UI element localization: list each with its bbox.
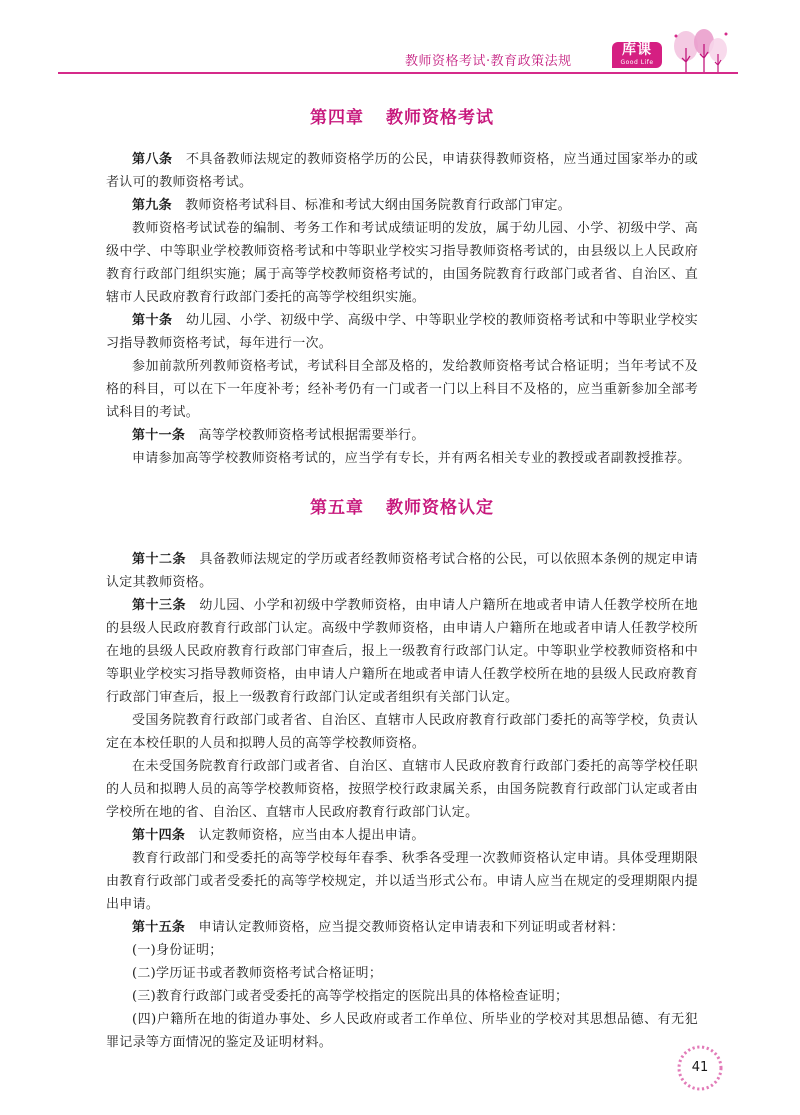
- paragraph: [106, 709, 698, 755]
- paragraph: [106, 985, 698, 1008]
- paragraph: [106, 355, 698, 424]
- article-label: 第十二条: [132, 552, 186, 567]
- paragraph-text: 教师资格考试科目、标准和考试大纲由国务院教育行政部门审定。: [185, 198, 571, 213]
- paragraph-text: (四)户籍所在地的街道办事处、乡人民政府或者工作单位、所毕业的学校对其思想品德、有无犯罪记录等方面情况的鉴定及证明材料。: [106, 1012, 698, 1050]
- article-label: 第十三条: [132, 598, 186, 613]
- paragraph-text: 参加前款所列教师资格考试，考试科目全部及格的，发给教师资格考试合格证明；当年考试不及格的科目，可以在下一年度补考；经补考仍有一门或者一门以上科目不及格的，应当重新参加全部考试科目的考试。: [106, 359, 698, 420]
- paragraph-text: 受国务院教育行政部门或者省、自治区、直辖市人民政府教育行政部门委托的高等学校，负责认定在本校任职的人员和拟聘人员的高等学校教师资格。: [106, 713, 698, 751]
- paragraph-text: (一)身份证明；: [132, 943, 223, 958]
- paragraph-text: (三)教育行政部门或者受委托的高等学校指定的医院出具的体格检查证明；: [132, 989, 569, 1004]
- paragraph-text: 认定教师资格，应当由本人提出申请。: [198, 828, 425, 843]
- paragraph: [106, 447, 698, 470]
- paragraph-text: 高等学校教师资格考试根据需要举行。: [198, 428, 425, 443]
- paragraph: [106, 424, 698, 447]
- paragraph-text: (二)学历证书或者教师资格考试合格证明；: [132, 966, 383, 981]
- paragraph-text: 申请参加高等学校教师资格考试的，应当学有专长，并有两名相关专业的教授或者副教授推荐。: [132, 451, 691, 466]
- article-label: 第十五条: [132, 920, 186, 935]
- chapter-4-body: [106, 148, 698, 470]
- chapter-5-heading: [106, 490, 698, 526]
- paragraph: [106, 309, 698, 355]
- logo-sub-text: Good Life: [620, 59, 654, 66]
- paragraph-text: 在未受国务院教育行政部门或者省、自治区、直辖市人民政府教育行政部门委托的高等学校任职的人员和拟聘人员的高等学校教师资格，按照学校行政隶属关系，由国务院教育行政部门认定或者由学校所在地的省、自治区、直辖市人民政府教育行政部门认定。: [106, 759, 698, 820]
- paragraph-text: 幼儿园、小学、初级中学、高级中学、中等职业学校的教师资格考试和中等职业学校实习指导教师资格考试，每年进行一次。: [106, 313, 698, 351]
- chapter-4-number: 第四章: [310, 108, 364, 128]
- article-label: 第十四条: [132, 828, 186, 843]
- paragraph: [106, 824, 698, 847]
- header-series-title: 教师资格考试·教育政策法规: [405, 54, 572, 69]
- paragraph: [106, 962, 698, 985]
- page-body: [106, 100, 698, 1054]
- header-divider: [58, 72, 738, 74]
- paragraph-text: 幼儿园、小学和初级中学教师资格，由申请人户籍所在地或者申请人任教学校所在地的县级人民政府教育行政部门认定。高级中学教师资格，由申请人户籍所在地或者申请人任教学校所在地的县级人民政府教育行政部门审查后，报上一级教育行政部门认定。中等职业学校教师资格和中等职业学校实习指导教师资格，由申请人户籍所在地或者申请人任教学校所在地的县级人民政府教育行政部门审查后，报上一级教育行政部门认定或者组织有关部门认定。: [106, 598, 698, 705]
- paragraph: [106, 755, 698, 824]
- paragraph-text: 具备教师法规定的学历或者经教师资格考试合格的公民，可以依照本条例的规定申请认定其教师资格。: [106, 552, 698, 590]
- article-label: 第八条: [132, 152, 173, 167]
- chapter-5-body: [106, 548, 698, 1054]
- paragraph: [106, 916, 698, 939]
- paragraph: [106, 847, 698, 916]
- paragraph-text: 教师资格考试试卷的编制、考务工作和考试成绩证明的发放，属于幼儿园、小学、初级中学、高级中学、中等职业学校教师资格考试和中等职业学校实习指导教师资格考试的，由县级以上人民政府教育行政部门组织实施；属于高等学校教师资格考试的，由国务院教育行政部门或者省、自治区、直辖市人民政府教育行政部门委托的高等学校组织实施。: [106, 221, 698, 305]
- page-number: 41: [691, 1060, 709, 1075]
- paragraph-text: 不具备教师法规定的教师资格学历的公民，申请获得教师资格，应当通过国家举办的或者认可的教师资格考试。: [106, 152, 698, 190]
- logo-main-text: 库课: [622, 42, 652, 58]
- chapter-4-title: 教师资格考试: [386, 108, 494, 128]
- brand-logo: [612, 42, 662, 68]
- paragraph: [106, 594, 698, 709]
- chapter-5-number: 第五章: [310, 498, 364, 518]
- chapter-5-title: 教师资格认定: [386, 498, 494, 518]
- paragraph: [106, 194, 698, 217]
- article-label: 第十一条: [132, 428, 186, 443]
- paragraph-text: 申请认定教师资格，应当提交教师资格认定申请表和下列证明或者材料：: [198, 920, 625, 935]
- paragraph: [106, 548, 698, 594]
- paragraph: [106, 217, 698, 309]
- paragraph: [106, 1008, 698, 1054]
- article-label: 第十条: [132, 313, 173, 328]
- article-label: 第九条: [132, 198, 172, 213]
- tree-decoration-icon: [668, 28, 730, 74]
- paragraph: [106, 939, 698, 962]
- paragraph-text: 教育行政部门和受委托的高等学校每年春季、秋季各受理一次教师资格认定申请。具体受理期限由教育行政部门或者受委托的高等学校规定，并以适当形式公布。申请人应当在规定的受理期限内提出申请。: [106, 851, 698, 912]
- paragraph: [106, 148, 698, 194]
- chapter-4-heading: [106, 100, 698, 136]
